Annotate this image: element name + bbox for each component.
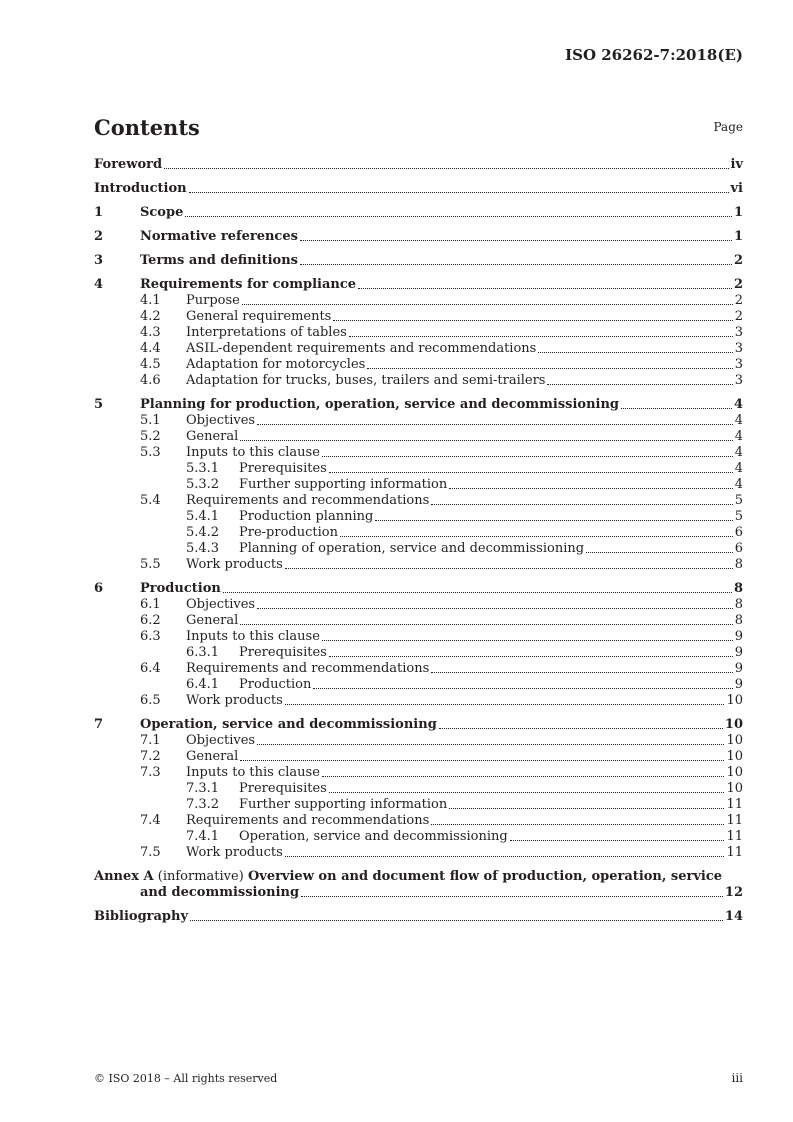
leader-dots [164, 168, 728, 169]
toc-entry-page: 10 [726, 765, 743, 780]
toc-entry-label: Objectives [186, 413, 256, 428]
toc-entry-page: 4 [733, 397, 743, 412]
toc-entry-number: 7 [94, 717, 104, 732]
toc-entry-page: 9 [734, 629, 743, 644]
toc-entry-number: 6.4 [140, 661, 161, 676]
toc-entry[interactable] [94, 812, 743, 828]
toc-entry-label: ASIL-dependent requirements and recommendations [186, 341, 537, 356]
toc-entry-page: vi [730, 181, 743, 196]
toc-entry-number: 6.5 [140, 693, 161, 708]
leader-dots [240, 440, 732, 441]
toc-entry-label: Purpose [186, 293, 240, 308]
toc-entry-number: 4.1 [140, 293, 161, 308]
toc-entry-page: 8 [733, 581, 743, 596]
toc-entry-number: 3 [94, 253, 104, 268]
toc-entry[interactable] [94, 692, 743, 708]
toc-entry-number: 1 [94, 205, 104, 220]
leader-dots [242, 304, 733, 305]
leader-dots [240, 760, 724, 761]
toc-entry[interactable] [94, 412, 743, 428]
leader-dots [439, 728, 723, 729]
toc-entry-label: Work products [186, 845, 283, 860]
toc-entry-number: 7.4.1 [186, 829, 220, 844]
toc-entry[interactable] [94, 524, 743, 540]
toc-entry-page: 10 [726, 781, 743, 796]
toc-entry-number: 6.2 [140, 613, 161, 628]
annex-prefix: Annex A [94, 869, 154, 884]
toc-entry-page: 4 [734, 429, 743, 444]
toc-entry-label: Production [140, 581, 221, 596]
toc-entry-number: 7.4 [140, 813, 161, 828]
toc-entry-label: Further supporting information [239, 797, 448, 812]
toc-entry-page: 11 [726, 797, 743, 812]
toc-entry[interactable] [94, 356, 743, 372]
toc-entry[interactable] [94, 460, 743, 476]
toc-entries [94, 156, 743, 860]
toc-entry-label: Work products [186, 693, 283, 708]
toc-entry-number: 6.3 [140, 629, 161, 644]
toc-entry-label: General [186, 429, 239, 444]
toc-entry-page: 8 [734, 557, 743, 572]
page-number: iii [731, 1071, 743, 1085]
toc-entry[interactable] [94, 580, 743, 596]
toc-entry-label: Planning for production, operation, service and decommissioning [140, 397, 620, 412]
toc-entry-number: 7.2 [140, 749, 161, 764]
toc-entry[interactable] [94, 292, 743, 308]
toc-entry-bibliography[interactable] [94, 908, 743, 924]
leader-dots [586, 552, 733, 553]
toc-entry-page: 8 [734, 613, 743, 628]
toc-entry-label: Operation, service and decommissioning [239, 829, 508, 844]
toc-entry-number: 5.4.1 [186, 509, 220, 524]
leader-dots [190, 920, 723, 921]
toc-entry-page: 9 [734, 677, 743, 692]
toc-entry[interactable] [94, 844, 743, 860]
copyright-notice: © ISO 2018 – All rights reserved [94, 1072, 278, 1085]
toc-entry[interactable] [94, 764, 743, 780]
toc-entry-number: 4.2 [140, 309, 161, 324]
toc-entry-label: General requirements [186, 309, 332, 324]
toc-entry-page: 10 [726, 693, 743, 708]
toc-entry-number: 5.2 [140, 429, 161, 444]
toc-entry-label: Prerequisites [239, 781, 327, 796]
toc-entry[interactable] [94, 428, 743, 444]
leader-dots [257, 744, 724, 745]
toc-entry-number: 5.3.1 [186, 461, 220, 476]
leader-dots [449, 808, 724, 809]
toc-entry-label: Interpretations of tables [186, 325, 347, 340]
toc-entry-page: iv [730, 157, 743, 172]
leader-dots [223, 592, 732, 593]
leader-dots [300, 240, 732, 241]
leader-dots [621, 408, 732, 409]
toc-entry-number: 7.5 [140, 845, 161, 860]
annex-page: 12 [724, 885, 743, 900]
page-column-label: Page [713, 120, 743, 134]
toc-entry-label: Production [239, 677, 312, 692]
toc-entry-number: 7.3.1 [186, 781, 220, 796]
leader-dots [431, 672, 732, 673]
toc-entry[interactable] [94, 204, 743, 220]
toc-entry[interactable] [94, 308, 743, 324]
toc-entry-page: 1 [733, 229, 743, 244]
toc-entry-label: Normative references [140, 229, 298, 244]
toc-entry-number: 7.3.2 [186, 797, 220, 812]
leader-dots [240, 624, 732, 625]
leader-dots [300, 264, 732, 265]
toc-entry-page: 2 [733, 277, 743, 292]
leader-dots [340, 536, 733, 537]
toc-entry[interactable] [94, 676, 743, 692]
toc-entry-page: 9 [734, 645, 743, 660]
toc-entry-page: 2 [734, 309, 743, 324]
toc-entry[interactable] [94, 252, 743, 268]
toc-entry-page: 10 [724, 717, 743, 732]
leader-dots [313, 688, 732, 689]
leader-dots [329, 656, 733, 657]
toc-entry-page: 6 [734, 525, 743, 540]
toc-entry[interactable] [94, 732, 743, 748]
toc-entry-label: Work products [186, 557, 283, 572]
toc-entry-number: 5.3 [140, 445, 161, 460]
toc-entry-number: 7.1 [140, 733, 161, 748]
toc-entry-page: 5 [734, 493, 743, 508]
toc-entry-label: Bibliography [94, 909, 189, 924]
toc-entry-annex-a[interactable] [94, 868, 743, 900]
leader-dots [349, 336, 733, 337]
toc-entry-page: 1 [733, 205, 743, 220]
toc-entry-label: Foreword [94, 157, 163, 172]
document-id: ISO 26262-7:2018(E) [565, 46, 743, 64]
toc-entry-label: Scope [140, 205, 184, 220]
toc-entry[interactable] [94, 372, 743, 388]
toc-entry-number: 6.1 [140, 597, 161, 612]
leader-dots [329, 792, 725, 793]
toc-entry[interactable] [94, 540, 743, 556]
toc-entry-page: 11 [726, 845, 743, 860]
toc-entry-number: 6 [94, 581, 104, 596]
toc-entry-label: Objectives [186, 597, 256, 612]
toc-entry-page: 8 [734, 597, 743, 612]
toc-entry-number: 5.1 [140, 413, 161, 428]
leader-dots [185, 216, 732, 217]
toc-entry-label: Adaptation for motorcycles [186, 357, 366, 372]
toc-entry-label: Planning of operation, service and decommissioning [239, 541, 585, 556]
toc-entry-page: 4 [734, 413, 743, 428]
toc-entry-page: 9 [734, 661, 743, 676]
toc-entry-page: 6 [734, 541, 743, 556]
toc-entry-number: 5.5 [140, 557, 161, 572]
leader-dots [285, 704, 725, 705]
leader-dots [257, 424, 733, 425]
leader-dots [285, 568, 733, 569]
page-title: Contents [94, 115, 200, 140]
toc-entry-label: Adaptation for trucks, buses, trailers and semi-trailers [186, 373, 546, 388]
toc-entry[interactable] [94, 476, 743, 492]
toc-entry-label: Operation, service and decommissioning [140, 717, 437, 732]
toc-entry-number: 4.3 [140, 325, 161, 340]
toc-entry-label: General [186, 749, 239, 764]
toc-entry-page: 4 [734, 477, 743, 492]
toc-entry-page: 14 [724, 909, 743, 924]
leader-dots [285, 856, 725, 857]
toc-entry-label: Inputs to this clause [186, 765, 320, 780]
toc-entry-page: 4 [734, 445, 743, 460]
toc-entry-label: Inputs to this clause [186, 629, 320, 644]
toc-entry-number: 5 [94, 397, 104, 412]
toc-entry-label: Requirements and recommendations [186, 661, 430, 676]
toc-entry[interactable] [94, 596, 743, 612]
toc-entry[interactable] [94, 628, 743, 644]
toc-entry-number: 6.4.1 [186, 677, 220, 692]
toc-entry-page: 5 [734, 509, 743, 524]
toc-entry-page: 11 [726, 813, 743, 828]
toc-entry[interactable] [94, 780, 743, 796]
toc-entry-page: 11 [726, 829, 743, 844]
toc-entry[interactable] [94, 444, 743, 460]
annex-title-line2: and decommissioning [140, 885, 300, 900]
toc-entry-number: 5.4.3 [186, 541, 220, 556]
toc-entry-number: 4.5 [140, 357, 161, 372]
toc-entry-number: 5.4 [140, 493, 161, 508]
leader-dots [322, 640, 733, 641]
toc-entry[interactable] [94, 396, 743, 412]
toc-entry[interactable] [94, 612, 743, 628]
toc-entry-label: Prerequisites [239, 461, 327, 476]
leader-dots [301, 896, 723, 897]
toc-entry-page: 2 [734, 293, 743, 308]
toc-entry-page: 3 [734, 357, 743, 372]
toc-entry-label: Pre-production [239, 525, 338, 540]
toc-entry[interactable] [94, 748, 743, 764]
toc-entry-page: 4 [734, 461, 743, 476]
toc-entry-label: Prerequisites [239, 645, 327, 660]
toc-entry-page: 10 [726, 749, 743, 764]
leader-dots [547, 384, 732, 385]
toc-entry-number: 6.3.1 [186, 645, 220, 660]
toc-entry[interactable] [94, 644, 743, 660]
toc-entry-label: General [186, 613, 239, 628]
toc-entry[interactable] [94, 276, 743, 292]
leader-dots [538, 352, 732, 353]
annex-qualifier: (informative) [157, 869, 244, 884]
leader-dots [333, 320, 732, 321]
leader-dots [367, 368, 732, 369]
toc-entry[interactable] [94, 660, 743, 676]
toc-entry-page: 3 [734, 325, 743, 340]
leader-dots [431, 824, 724, 825]
leader-dots [189, 192, 729, 193]
leader-dots [358, 288, 732, 289]
leader-dots [375, 520, 732, 521]
toc-entry[interactable] [94, 492, 743, 508]
toc-entry[interactable] [94, 228, 743, 244]
toc-entry-page: 10 [726, 733, 743, 748]
toc-entry[interactable] [94, 508, 743, 524]
toc-entry-label: Objectives [186, 733, 256, 748]
title-row [94, 112, 743, 140]
toc-entry[interactable] [94, 156, 743, 172]
toc-entry-label: Terms and definitions [140, 253, 298, 268]
toc-entry[interactable] [94, 828, 743, 844]
leader-dots [322, 456, 733, 457]
toc-entry-number: 5.4.2 [186, 525, 220, 540]
toc-entry-page: 3 [734, 373, 743, 388]
leader-dots [431, 504, 732, 505]
toc-entry[interactable] [94, 324, 743, 340]
toc-entry-number: 4 [94, 277, 104, 292]
annex-title-line1: Overview on and document flow of production, operation, service [247, 869, 723, 884]
toc-entry-label: Production planning [239, 509, 374, 524]
table-of-contents [94, 156, 743, 924]
leader-dots [322, 776, 725, 777]
toc-entry-number: 5.3.2 [186, 477, 220, 492]
toc-entry-label: Requirements for compliance [140, 277, 357, 292]
leader-dots [257, 608, 733, 609]
toc-entry-label: Introduction [94, 181, 187, 196]
toc-entry[interactable] [94, 340, 743, 356]
toc-entry-label: Requirements and recommendations [186, 813, 430, 828]
leader-dots [449, 488, 732, 489]
toc-entry[interactable] [94, 796, 743, 812]
toc-entry-number: 4.4 [140, 341, 161, 356]
leader-dots [510, 840, 725, 841]
toc-entry-label: Inputs to this clause [186, 445, 320, 460]
toc-entry[interactable] [94, 556, 743, 572]
toc-entry[interactable] [94, 180, 743, 196]
toc-entry-page: 2 [733, 253, 743, 268]
toc-entry-label: Further supporting information [239, 477, 448, 492]
toc-entry-number: 7.3 [140, 765, 161, 780]
toc-entry-number: 2 [94, 229, 104, 244]
toc-entry-page: 3 [734, 341, 743, 356]
toc-entry-number: 4.6 [140, 373, 161, 388]
leader-dots [329, 472, 733, 473]
toc-entry-label: Requirements and recommendations [186, 493, 430, 508]
toc-entry[interactable] [94, 716, 743, 732]
